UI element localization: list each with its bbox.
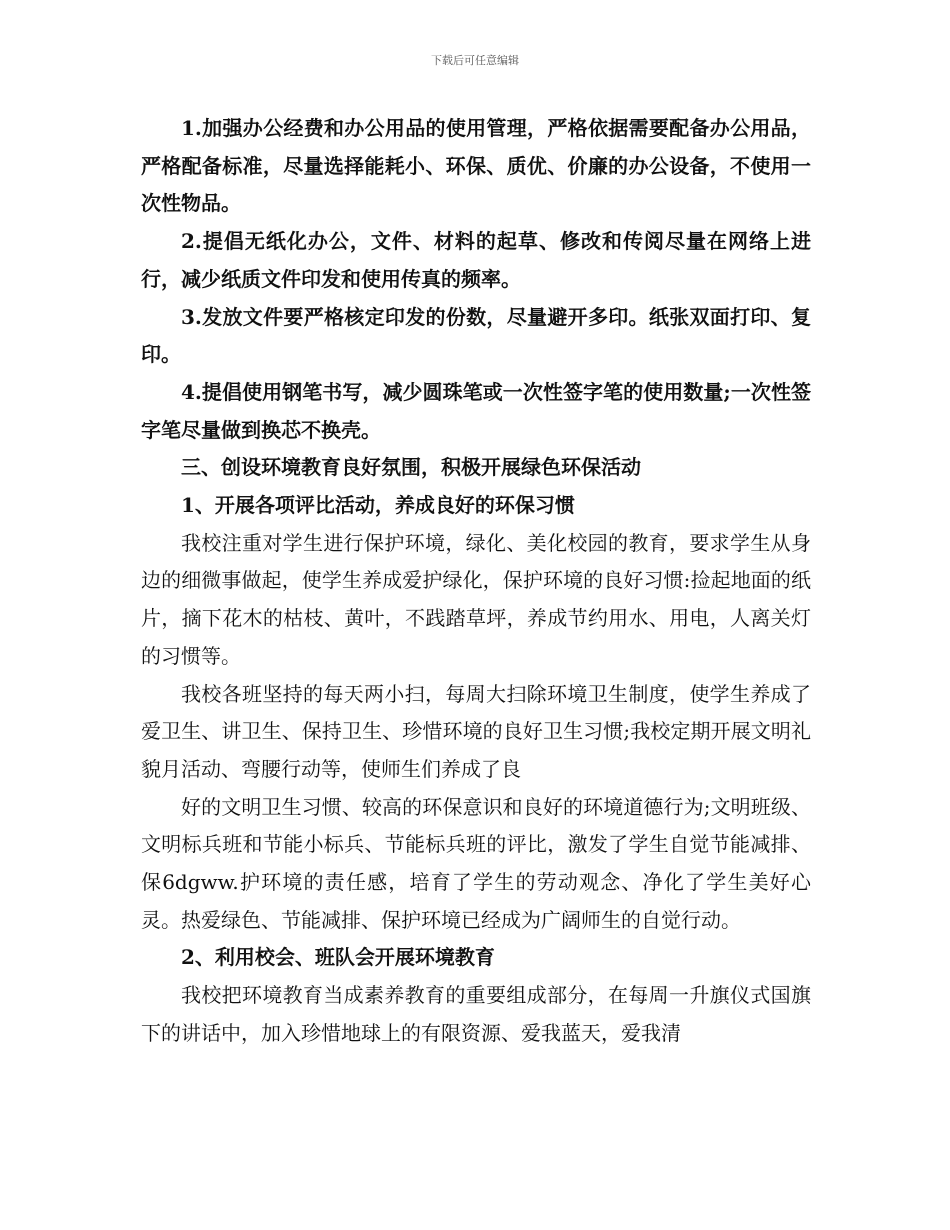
document-body [141, 110, 811, 1053]
paragraph-body-3: 好的文明卫生习惯、较高的环保意识和良好的环境道德行为;文明班级、文明标兵班和节能小标兵、节能标兵班的评比，激发了学生自觉节能减排、保6dgww.护环境的责任感，培育了学生的劳动观念、净化了学生美好心灵。热爱绿色、节能减排、保护环境已经成为广阔师生的自觉行动。 [141, 794, 811, 932]
paragraph-body-2: 我校各班坚持的每天两小扫，每周大扫除环境卫生制度，使学生养成了爱卫生、讲卫生、保持卫生、珍惜环境的良好卫生习惯;我校定期开展文明礼貌月活动、弯腰行动等，使师生们养成了良 [141, 681, 811, 781]
subsection-heading-2: 2、利用校会、班队会开展环境教育 [181, 945, 495, 970]
paragraph-item-1: 1.加强办公经费和办公用品的使用管理，严格依据需要配备办公用品，严格配备标准，尽量选择能耗小、环保、质优、价廉的办公设备，不使用一次性物品。 [141, 116, 811, 216]
header-note: 下载后可任意编辑 [431, 54, 519, 67]
paragraph-item-4: 4.提倡使用钢笔书写，减少圆珠笔或一次性签字笔的使用数量;一次性签字笔尽量做到换芯不换壳。 [141, 379, 811, 442]
paragraph-item-3: 3.发放文件要严格核定印发的份数，尽量避开多印。纸张双面打印、复印。 [141, 304, 811, 367]
paragraph-body-4: 我校把环境教育当成素养教育的重要组成部分，在每周一升旗仪式国旗下的讲话中，加入珍惜地球上的有限资源、爱我蓝天，爱我清 [141, 983, 811, 1045]
subsection-heading-1: 1、开展各项评比活动，养成良好的环保习惯 [181, 493, 575, 518]
paragraph-item-2: 2.提倡无纸化办公，文件、材料的起草、修改和传阅尽量在网络上进行，减少纸质文件印发和使用传真的频率。 [141, 229, 811, 291]
section-heading: 三、创设环境教育良好氛围，积极开展绿色环保活动 [181, 455, 641, 480]
paragraph-body-1: 我校注重对学生进行保护环境，绿化、美化校园的教育，要求学生从身边的细微事做起，使学生养成爱护绿化，保护环境的良好习惯:捡起地面的纸片，摘下花木的枯枝、黄叶，不践踏草坪，养成节约用水、用电，人离关灯的习惯等。 [141, 530, 811, 668]
